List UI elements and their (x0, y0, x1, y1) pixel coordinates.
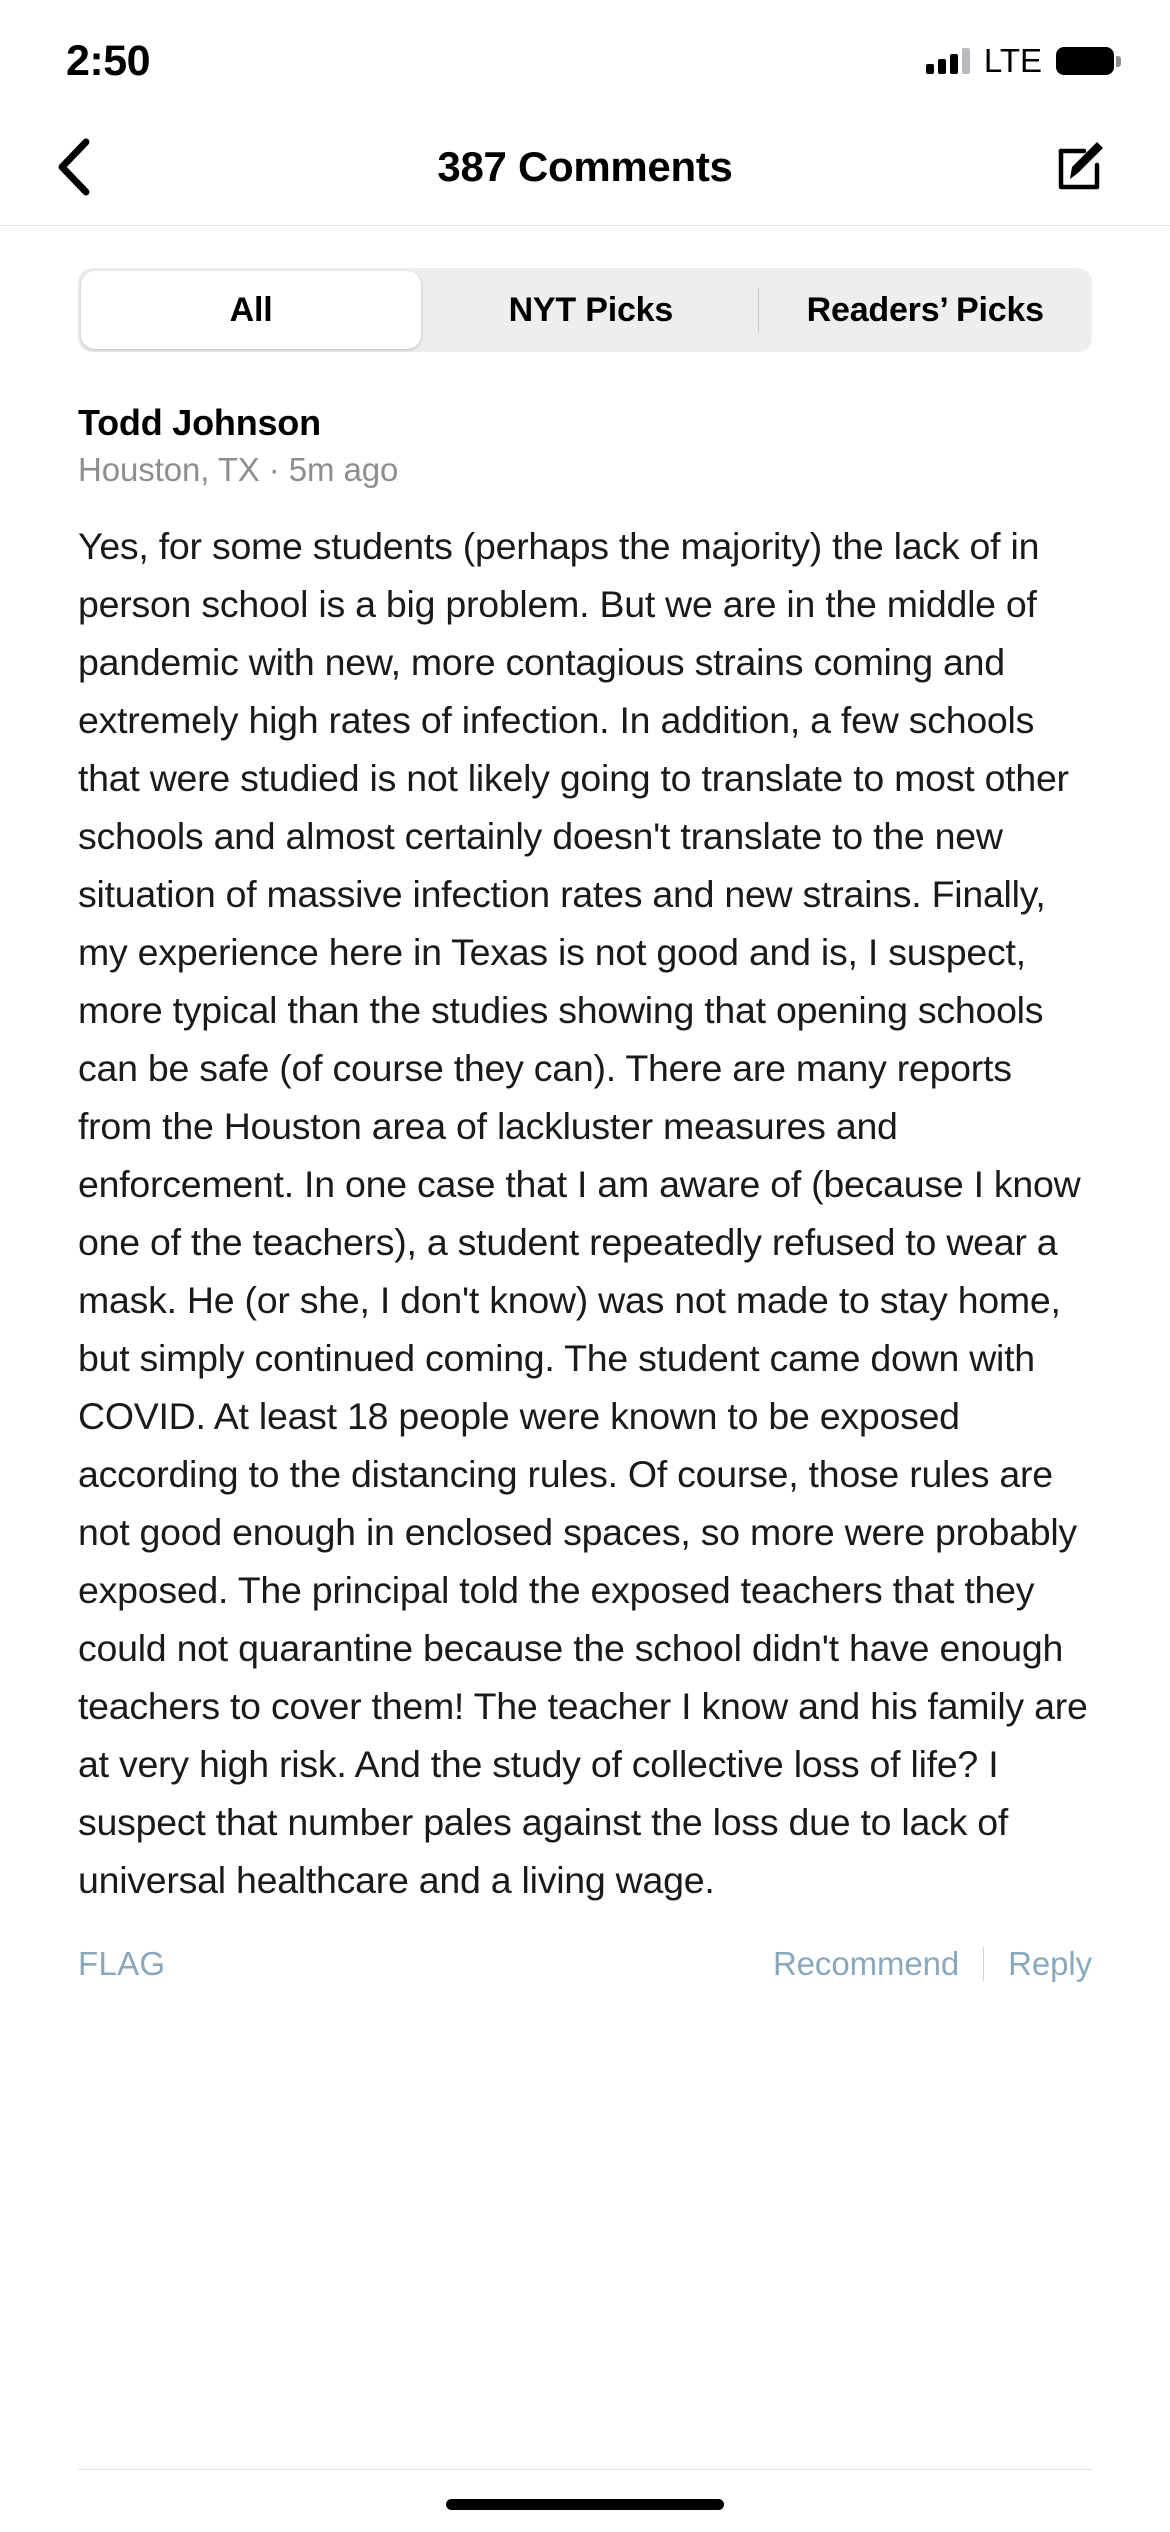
status-indicators (926, 28, 1114, 80)
comment-actions-right (773, 1945, 1092, 1983)
home-indicator[interactable] (446, 2499, 724, 2510)
tab-readers-picks[interactable] (759, 268, 1092, 352)
comment-item (0, 352, 1170, 1983)
segmented-control (78, 268, 1092, 352)
comment-body: Yes, for some students (perhaps the majority) the lack of in person school is a big problem. But we are in the middle of pandemic with new, more contagious strains coming and extremely high rates of infection. In addition, a few schools that were studied is not likely going to translate to most other schools and almost certainly doesn't translate to the new situation of massive infection rates and new strains. Finally, my experience here in Texas is not good and is, I suspect, more typical than the studies showing that opening schools can be safe (of course they can). There are many reports from the Houston area of lackluster measures and enforcement. In one case that I am aware of (because I know one of the teachers), a student repeatedly refused to wear a mask. He (or she, I don't know) was not made to stay home, but simply continued coming. The student came down with COVID. At least 18 people were known to be exposed according to the distancing rules. Of course, those rules are not good enough in enclosed spaces, so more were probably exposed. The principal told the exposed teachers that they could not quarantine because the school didn't have enough teachers to cover them! The teacher I know and his family are at very high risk. And the study of collective loss of life? I suspect that number pales against the loss due to lack of universal healthcare and a living wage. (78, 525, 1088, 1901)
carrier-label: LTE (983, 42, 1042, 79)
tab-nyt-picks-label: NYT Picks (508, 290, 674, 329)
status-time: 2:50 (66, 36, 151, 85)
page-title: 387 Comments (437, 142, 733, 190)
tab-readers-picks-label: Readers’ Picks (806, 290, 1044, 329)
signal-bars-icon (926, 48, 970, 74)
tab-all-label: All (229, 290, 273, 329)
comment-filter-tabs (0, 226, 1170, 352)
chevron-left-icon (54, 137, 94, 197)
recommend-button[interactable]: Recommend (772, 1945, 960, 1982)
back-button[interactable] (44, 137, 104, 197)
compose-button[interactable] (1052, 135, 1116, 199)
action-divider (983, 1947, 984, 1981)
comment-author: Todd Johnson (78, 402, 321, 443)
list-separator (78, 2469, 1092, 2470)
battery-full-icon (1056, 47, 1114, 75)
nav-bar (0, 108, 1170, 226)
reply-button[interactable]: Reply (1008, 1945, 1092, 1982)
flag-button[interactable]: FLAG (78, 1945, 166, 1982)
comment-meta: Houston, TX · 5m ago (78, 451, 399, 488)
comment-actions (78, 1945, 1092, 1983)
compose-pencil-icon (1055, 135, 1113, 198)
tab-nyt-picks[interactable] (424, 268, 757, 352)
tab-all[interactable] (81, 271, 421, 349)
status-bar (0, 0, 1170, 108)
